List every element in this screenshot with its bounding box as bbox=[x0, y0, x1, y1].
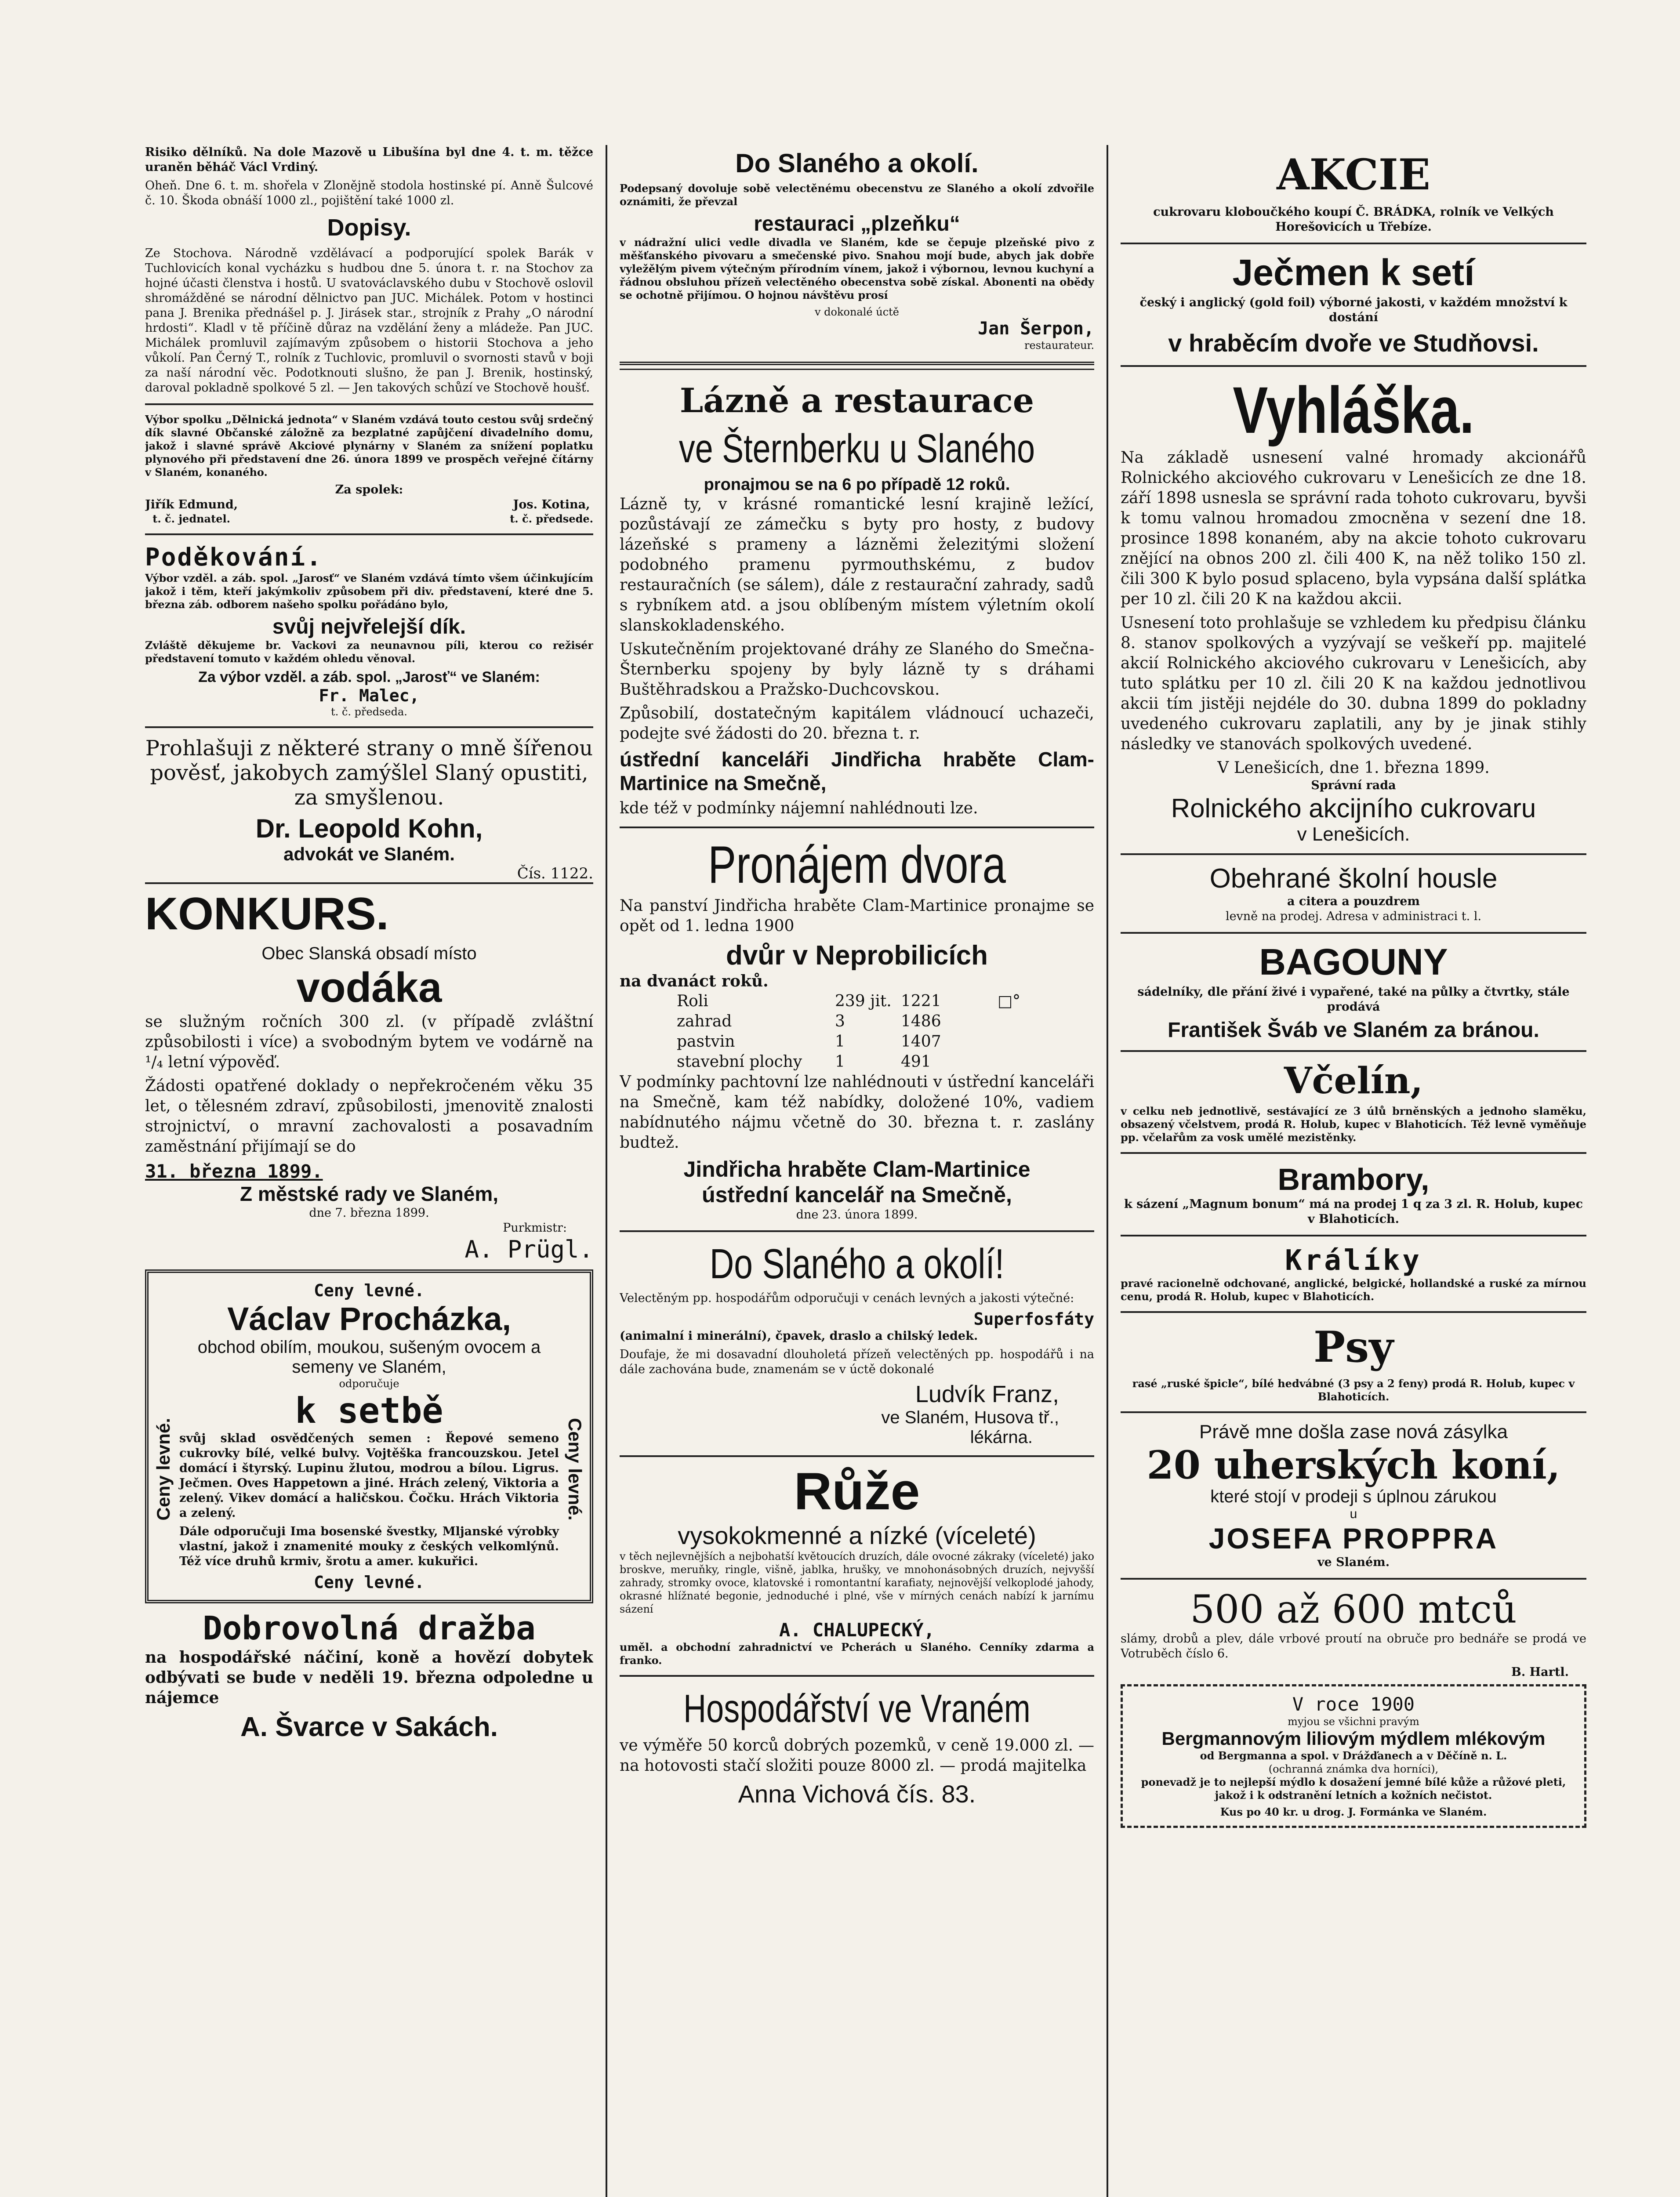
divider bbox=[620, 1675, 1094, 1677]
konkurs-signature: A. Prügl. bbox=[464, 1236, 593, 1263]
podekovani-heading: Poděkování. bbox=[145, 543, 323, 572]
franz-text1: Velectěným pp. hospodářům odporučuji v cenách levných a jakosti výtečné: bbox=[620, 1291, 1074, 1305]
dvur-label: zahrad bbox=[677, 1012, 732, 1030]
bagouny-heading: BAGOUNY bbox=[1259, 941, 1448, 982]
okoli-restaurant: restauraci „plzeňku“ bbox=[754, 212, 960, 236]
jecmen-text: český i anglický (gold foil) výborné jakosti, v každém množství k dostání bbox=[1139, 296, 1568, 324]
vyhlaska-text1: Na základě usnesení valné hromady akcionářů Rolnického akciového cukrovaru v Lenešicích ze dne 18. září 1898 usnesla se správní rada tohoto cukrovaru, byvši k tomu valnou hromadou zmocněna v sezení dne 18. prosince 1898 konaném, aby na akcie tohoto cukrovaru znějící na obnos 200 zl. čili 400 K, na něž toliko 150 zl. čili 300 K bylo posud splaceno, byla vypsána další splátka per 10 zl. čili 20 K na každou akcii. bbox=[1121, 449, 1586, 608]
divider bbox=[620, 1455, 1094, 1457]
column-right bbox=[1121, 145, 1586, 2197]
divider bbox=[145, 726, 593, 728]
lazne-office: ústřední kanceláři Jindřicha hraběte Clam-Martinice na Smečně, bbox=[620, 748, 1094, 794]
koni-text1: Právě mne došla zase nová zásylka bbox=[1199, 1421, 1508, 1443]
dvur-date: dne 23. února 1899. bbox=[796, 1208, 918, 1222]
column-left bbox=[145, 145, 593, 2197]
ruze-text: v těch nejlevnějších a nejbohatší květoucích druzích, dále ovocné zákraky (víceleté) jako broskve, meruňky, ringle, višně, jablka, hrušky, ve mnohonásobných druzích, nejvyšší zahrady, stromky ovoce, klatovské i romontantní karafiaty, nejnovější velkoplodé jahody, okrasné hlížnaté begonie, jednoduché i plné, vše v mírných cenách nabízí k jarnímu sázení bbox=[620, 1550, 1094, 1615]
mtcu-text: slámy, drobů a plev, dále vrbové proutí na obruče pro bednáře se prodá ve Votruběch číslo 6. bbox=[1121, 1632, 1586, 1660]
side-label-right: Ceny levné. bbox=[565, 1418, 585, 1521]
vyhlaska-date: V Lenešicích, dne 1. března 1899. bbox=[1217, 759, 1490, 777]
prochazka-big: k setbě bbox=[295, 1390, 443, 1431]
divider bbox=[145, 533, 593, 535]
ruze-sub: vysokokmenné a nízké (víceleté) bbox=[678, 1522, 1036, 1549]
housle-heading: Obehrané školní housle bbox=[1209, 863, 1498, 894]
jecmen-place: v hraběcím dvoře ve Studňovsi. bbox=[1168, 329, 1539, 357]
mydlo-text5: Kus po 40 kr. u drog. J. Formánka ve Slaném. bbox=[1220, 1805, 1487, 1818]
dvur-table bbox=[677, 991, 1094, 1072]
dvur-heading: Pronájem dvora bbox=[708, 835, 1006, 894]
konkurs-purkmistr: Purkmistr: bbox=[503, 1221, 567, 1235]
dvur-mark: □° bbox=[998, 992, 1021, 1010]
divider bbox=[1121, 932, 1586, 934]
divider bbox=[1121, 1311, 1586, 1313]
divider bbox=[620, 827, 1094, 828]
psy-heading: Psy bbox=[1313, 1322, 1393, 1372]
signature-left-role: t. č. jednatel. bbox=[152, 512, 230, 525]
vyhlaska-firm: Rolnického akcijního cukrovaru bbox=[1171, 794, 1536, 823]
divider bbox=[620, 362, 1094, 370]
vyhlaska-text2: Usnesení toto prohlašuje se vzhledem ku předpisu článku 8. stanov spolkových a vyzývají se veškeří pp. majitelé akcií Rolnického akciového cukrovaru v Lenešicích, aby tuto splátku per 10 zl. čili 20 K na každou jednotlivou akcii tím jistěji nejdéle do 30. dubna 1899 do pokladny uvedeného cukrovaru zaplatili, any by je jinak stihly následky ve stanovách spolkových uvedené. bbox=[1121, 614, 1586, 753]
konkurs-heading: KONKURS. bbox=[145, 888, 389, 939]
dvur-unit: 1407 bbox=[901, 1033, 941, 1051]
okoli-name: Jan Šerpon, bbox=[978, 319, 1094, 339]
ruze-heading: Růže bbox=[794, 1462, 920, 1521]
okoli-text: v nádražní ulici vedle divadla ve Slaném, kde se čepuje plzeňské pivo z měšťanského pivovaru a smečenské pivo. Snahou mojí bude, abych jak dobře vyležělým pivem výtečným přírodním vínem, jakož i výbornou, levnou kuchyní a řádnou obsluhou přízeň velectěného obecenstva sobě získal. Abonenti na obědy se ochotně přijímou. O hojnou návštěvu prosí bbox=[620, 236, 1094, 301]
podekovani-signer-role: t. č. předseda. bbox=[331, 706, 407, 718]
vyhlaska-town: v Lenešicích. bbox=[1297, 823, 1410, 845]
za-spolek: Za spolek: bbox=[335, 483, 403, 497]
brambory-text: k sázení „Magnum bonum“ má na prodej 1 q za 3 zl. R. Holub, kupec v Blahoticích. bbox=[1124, 1197, 1583, 1226]
lazne-heading2: ve Šternberku u Slaného bbox=[679, 426, 1035, 471]
news-ohen: Oheň. Dne 6. t. m. shořela v Zlonějně stodola hostinské pí. Anně Šulcové č. 10. Škoda obnáší 1000 zl., pojištění také 1000 zl. bbox=[145, 179, 593, 207]
column-rule-1 bbox=[606, 145, 607, 2197]
mtcu-name: B. Hartl. bbox=[1511, 1665, 1569, 1679]
kohn-role: advokát ve Slaném. bbox=[283, 844, 455, 864]
side-label-left: Ceny levné. bbox=[153, 1418, 174, 1521]
podekovani-signature: Za výbor vzděl. a záb. spol. „Jarosť“ ve Slaném: bbox=[198, 669, 540, 685]
divider bbox=[1121, 1411, 1586, 1413]
mydlo-text1: myjou se všichni pravým bbox=[1288, 1715, 1419, 1728]
divider bbox=[1121, 1235, 1586, 1236]
lazne-text5: kde též v podmínky nájemní nahlédnouti lze. bbox=[620, 799, 978, 817]
jecmen-heading: Ječmen k setí bbox=[1232, 252, 1475, 293]
vrane-text: ve výměře 50 korců dobrých pozemků, v ceně 19.000 zl. — na hotovosti stačí složiti pouze 8000 zl. — prodá majitelka bbox=[620, 1737, 1094, 1775]
mydlo-text4: ponevadž je to nejlepší mýdlo k dosažení jemné bílé kůže a růžové pleti, jakož i k odstranění letních a kožních nečistot. bbox=[1141, 1776, 1566, 1802]
koni-u: u bbox=[1350, 1507, 1357, 1521]
konkurs-deadline: 31. března 1899. bbox=[145, 1160, 323, 1182]
franz-address: ve Slaném, Husova tř., bbox=[881, 1408, 1059, 1427]
vrane-name: Anna Vichová čís. 83. bbox=[738, 1780, 976, 1808]
ruze-name: A. CHALUPECKÝ, bbox=[779, 1619, 935, 1641]
podekovani-text2: Zvláště děkujeme br. Vackovi za neunavnou píli, kterou co režisér představení tomuto v každém ohledu věnoval. bbox=[145, 639, 593, 665]
prochazka-text2: Dále odporučuji Ima bosenské švestky, Mljanské výrobky vlastní, jakož i znamenité mouky z českých velkomlýnů. Též více druhů krmiv, šrotu a amer. kukuřici. bbox=[179, 1525, 559, 1568]
divider bbox=[620, 1230, 1094, 1232]
dvur-years: na dvanáct roků. bbox=[620, 972, 769, 990]
koni-name: JOSEFA PROPPRA bbox=[1208, 1522, 1499, 1555]
kohn-text: Prohlašuji z některé strany o mně šířenou pověsť, jakobych zamýšlel Slaný opustiti, za smyšlenou. bbox=[145, 736, 593, 810]
okoli-intro: Podepsaný dovoluje sobě velectěnému obecenstvu ze Slaného a okolí zdvořile oznámiti, že převzal bbox=[620, 182, 1094, 208]
divider bbox=[1121, 853, 1586, 855]
prochazka-sub2: odporučuje bbox=[339, 1378, 399, 1390]
konkurs-rada-date: dne 7. března 1899. bbox=[309, 1206, 429, 1220]
podekovani-big: svůj nejvřelejší dík. bbox=[272, 615, 466, 638]
dopisy-text: Ze Stochova. Národně vzdělávací a podporující spolek Barák v Tuchlovicích konal vycházku s hudbou dne 5. února t. r. na Stochov za hojné účasti členstva i hostů. U svatováclavského dubu v Stochově oslovil shromážděné se národní dělnictvo pan JUC. Michálek. Potom v hostinci pana J. Brenika přednášel p. J. Jirásek star., strojník z Prahy „O národní hrdosti“. Kladl v tě příčině důraz na vzdělání ženy a mládeže. Pan JUC. Michálek promluvil zajímavým způsobem o historii Stochova a jeho vůkolí. Pan Černý T., rolník z Tuchlovic, promluvil o svornosti stavů v boji za naší národní věc. Podotknouti slušno, že pan J. Brenik, hostinský, daroval pokladně spolkové 5 zl. — Jen takových schůzí ve Stochově houšť. bbox=[145, 247, 593, 395]
column-middle bbox=[620, 145, 1094, 2197]
kraliky-heading: Králíky bbox=[1285, 1244, 1422, 1277]
divider bbox=[1121, 1050, 1586, 1052]
mydlo-big: Bergmannovým liliovým mýdlem mlékovým bbox=[1161, 1728, 1546, 1749]
koni-place: ve Slaném. bbox=[1317, 1555, 1390, 1569]
housle-sub: a citera a pouzdrem bbox=[1287, 895, 1420, 908]
dvur-value: 239 jit. bbox=[835, 992, 892, 1010]
mydlo-ad bbox=[1121, 1684, 1586, 1828]
divider bbox=[145, 403, 593, 405]
mtcu-heading: 500 až 600 mtců bbox=[1190, 1587, 1517, 1632]
kohn-name: Dr. Leopold Kohn, bbox=[255, 814, 483, 843]
divider bbox=[1121, 365, 1586, 367]
dvur-office1: Jindřicha hraběte Clam-Martinice bbox=[683, 1157, 1030, 1182]
koni-text2: které stojí v prodeji s úplnou zárukou bbox=[1210, 1487, 1497, 1506]
lazne-text2: Uskutečněním projektované dráhy ze Slaného do Smečna-Šternberku spojeny by byly lázně ty s dráhami Buštěhradskou a Pražsko-Duchcovskou. bbox=[620, 640, 1094, 699]
drazba-heading: Dobrovolná dražba bbox=[203, 1610, 536, 1647]
dvur-text2: V podmínky pachtovní lze nahlédnouti v ústřední kanceláři na Smečně, kam též nabídky, doložené 10%, vadiem nabídnutého nájmu včetně do 30. března t. r. zaslány budtež. bbox=[620, 1073, 1094, 1152]
konkurs-text2: Žádosti opatřené doklady o nepřekročeném věku 35 let, o tělesném zdraví, způsobilosti, jmenovitě znalosti strojnictví, o mravní zachovalosti a posavadním zaměstnání přijímají se do bbox=[145, 1077, 593, 1156]
dvur-label: Roli bbox=[677, 992, 708, 1010]
konkurs-position: vodáka bbox=[296, 964, 442, 1011]
podekovani-text: Výbor vzděl. a záb. spol. „Jarosť“ ve Slaném vzdává tímto všem účinkujícím jakož i těm, kteří jakýmkoliv způsobem při div. představení, které dne 5. března záb. odborem našeho spolku pořádáno bylo, bbox=[145, 572, 593, 611]
divider bbox=[1121, 243, 1586, 244]
brambory-heading: Brambory, bbox=[1277, 1162, 1430, 1196]
housle-text: levně na prodej. Adresa v administraci t. l. bbox=[1225, 910, 1482, 923]
franz-heading: Do Slaného a okolí! bbox=[709, 1240, 1005, 1287]
vyhlaska-rada: Správní rada bbox=[1311, 779, 1396, 792]
podekovani-signer: Fr. Malec, bbox=[319, 686, 420, 705]
vrane-heading: Hospodářství ve Vraném bbox=[683, 1687, 1030, 1731]
akcie-text: cukrovaru kloboučkého koupí Č. BRÁDKA, rolník ve Velkých Horešovicích u Třebíze. bbox=[1153, 205, 1554, 234]
bagouny-text: sádelníky, dle přání živé i vypařené, také na půlky a čtvrtky, stále prodává bbox=[1137, 985, 1570, 1014]
signatures-row bbox=[145, 497, 593, 526]
drazba-text: na hospodářské náčiní, koně a hovězí dobytek odbývati se bude v neděli 19. března odpoledne u nájemce bbox=[145, 1648, 593, 1707]
mydlo-text2: od Bergmanna a spol. v Drážďanech a v Děčíně n. L. bbox=[1200, 1749, 1507, 1762]
dvur-unit: 1221 bbox=[901, 992, 941, 1010]
prochazka-text: svůj sklad osvědčených semen : Řepové semeno cukrovky bílé, velké bulvy. Vojtěška francouzskou. Jetel domácí i štyrský. Lupinu žlutou, modrou a bílou. Ligrus. Ječmen. Oves Happetown a jiné. Hrách zelený, Viktoria a zelený. Vikev domácí a haličskou. Čočku. Hrách Viktoria a zelený. bbox=[179, 1432, 559, 1520]
franz-role: lékárna. bbox=[970, 1428, 1033, 1447]
okoli-heading: Do Slaného a okolí. bbox=[735, 149, 979, 178]
konkurs-number: Čís. 1122. bbox=[145, 865, 593, 884]
column-rule-2 bbox=[1107, 145, 1108, 2197]
dvur-unit: 491 bbox=[901, 1053, 931, 1071]
ceny-banner-bottom: Ceny levné. bbox=[314, 1573, 425, 1592]
vybor-text: Výbor spolku „Dělnická jednota“ v Slaném vzdává touto cestou svůj srdečný dík slavné Občanské záložně za bezplatné zapůjčení divadelního domu, jakož i slavné správě Akciové plynárny v Slaném za snížení poplatku plynového při představení dne 26. února 1899 ve prospěch veřejné čítárny v Slaném, konaného. bbox=[145, 413, 593, 479]
dvur-mark bbox=[998, 1032, 1059, 1052]
franz-text2: (animalní i minerální), čpavek, draslo a chilský ledek. bbox=[620, 1329, 978, 1343]
dvur-office2: ústřední kancelář na Smečně, bbox=[702, 1182, 1012, 1207]
konkurs-text1: se služným ročních 300 zl. (v případě zvláštní způsobilosti i více) a svobodným bytem ve vodárně na ¹/₄ letní výpověď. bbox=[145, 1013, 593, 1071]
dvur-value: 3 bbox=[835, 1012, 845, 1030]
koni-big: 20 uherských koní, bbox=[1147, 1442, 1560, 1488]
newspaper-page bbox=[145, 145, 1586, 2197]
signature-right: Jos. Kotina, bbox=[513, 498, 590, 511]
konkurs-intro: Obec Slanská obsadí místo bbox=[261, 944, 477, 963]
dvur-label: stavební plochy bbox=[677, 1053, 802, 1071]
dvur-mark bbox=[998, 1011, 1059, 1032]
dvur-label: pastvin bbox=[677, 1033, 735, 1051]
vcelin-heading: Včelín, bbox=[1284, 1060, 1423, 1102]
ceny-banner-top: Ceny levné. bbox=[314, 1281, 425, 1300]
divider bbox=[1121, 1152, 1586, 1154]
signature-right-role: t. č. předsede. bbox=[510, 512, 593, 525]
lazne-sub: pronajmou se na 6 po případě 12 roků. bbox=[704, 475, 1010, 494]
bagouny-name: František Šváb ve Slaném za bránou. bbox=[1168, 1019, 1539, 1042]
vyhlaska-heading: Vyhláška. bbox=[1233, 373, 1474, 447]
kraliky-text: pravé racionelně odchované, anglické, belgické, hollandské a ruské za mírnou cenu, prodá R. Holub, kupec v Blahoticích. bbox=[1121, 1277, 1586, 1303]
dvur-text1: Na panství Jindřicha hraběte Clam-Martinice pronajme se opět od 1. ledna 1900 bbox=[620, 897, 1094, 935]
lazne-heading: Lázně a restaurace bbox=[679, 381, 1034, 420]
psy-text: rasé „ruské špicle“, bílé hedvábné (3 psy a 2 feny) prodá R. Holub, kupec v Blahoticích. bbox=[1132, 1377, 1575, 1403]
mydlo-text3: (ochranná známka dva horníci), bbox=[1268, 1763, 1439, 1775]
signature-left: Jiřík Edmund, bbox=[145, 498, 238, 511]
okoli-role: restaurateur. bbox=[1024, 339, 1094, 352]
lazne-text3: Způsobilí, dostatečným kapitálem vládnoucí uchazeči, podejte své žádosti do 20. března t. r. bbox=[620, 704, 1094, 743]
franz-name: Ludvík Franz, bbox=[915, 1381, 1059, 1407]
okoli-uct: v dokonalé úctě bbox=[814, 306, 899, 318]
akcie-heading: AKCIE bbox=[1277, 150, 1430, 199]
konkurs-rada: Z městské rady ve Slaném, bbox=[239, 1182, 499, 1205]
dopisy-heading: Dopisy. bbox=[327, 214, 411, 241]
franz-spec: Superfosfáty bbox=[973, 1309, 1094, 1329]
prochazka-sub: obchod obilím, moukou, sušeným ovocem a semeny ve Slaném, bbox=[197, 1338, 541, 1377]
news-risiko: Risiko dělníků. Na dole Mazově u Libušína byl dne 4. t. m. těžce uraněn běháč Václ Vrdiný. bbox=[145, 145, 593, 174]
dvur-name: dvůr v Neprobilicích bbox=[726, 940, 988, 971]
lazne-text1: Lázně ty, v krásné romantické lesní krajině ležící, pozůstávají ze zámečku s byty pro hosty, z budovy lázeňské s prameny a lázněmi železitými složení podobného pramenu pyrmouthskému, z budov restauračních (se sálem), dále z restaurační zahrady, sadů s rybníkem atd. a jsou oblíbeným místem výletním okolí slanskokladenského. bbox=[620, 495, 1094, 634]
ruze-text2: uměl. a obchodní zahradnictví ve Pcherách u Slaného. Cenníky zdarma a franko. bbox=[620, 1641, 1094, 1667]
mydlo-year: V roce 1900 bbox=[1292, 1693, 1415, 1715]
dvur-value: 1 bbox=[835, 1033, 845, 1051]
dvur-mark bbox=[998, 1052, 1059, 1072]
dvur-unit: 1486 bbox=[901, 1012, 941, 1030]
drazba-name: A. Švarce v Sakách. bbox=[240, 1712, 498, 1742]
prochazka-ad bbox=[145, 1269, 593, 1603]
dvur-value: 1 bbox=[835, 1053, 845, 1071]
divider bbox=[1121, 1578, 1586, 1580]
franz-text3: Doufaje, že mi dosavadní dlouholetá přízeň velectěných pp. hospodářů i na dále zachována bude, znamenám se v úctě dokonalé bbox=[620, 1348, 1094, 1376]
prochazka-name: Václav Procházka, bbox=[227, 1301, 511, 1337]
vcelin-text: v celku neb jednotlivě, sestávající ze 3 úlů brněnských a jednoho slaměku, obsazený včelstvem, prodá R. Holub, kupec v Blahoticích. Též levně vyměňuje pp. včelařům za vosk umělé mezistěnky. bbox=[1121, 1105, 1586, 1144]
